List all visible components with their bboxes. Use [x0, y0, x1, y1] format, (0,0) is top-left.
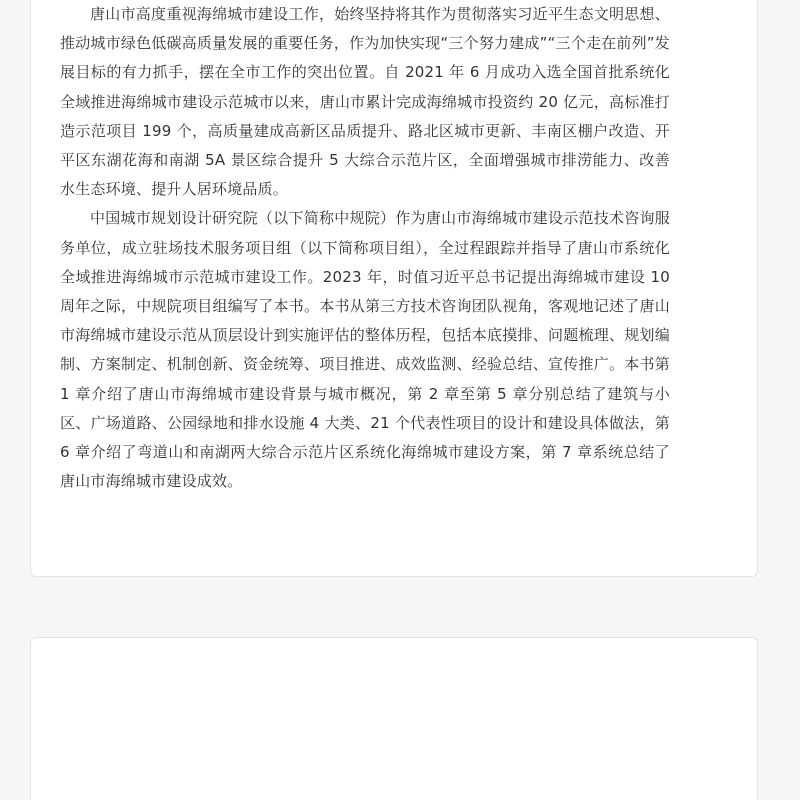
article-body — [60, 0, 670, 496]
next-card — [30, 637, 758, 800]
paragraph-2: 中国城市规划设计研究院（以下简称中规院）作为唐山市海绵城市建设示范技术咨询服务单位，成立驻场技术服务项目组（以下简称项目组），全过程跟踪并指导了唐山市系统化全域推进海绵城市示范城市建设工作。2023 年，时值习近平总书记提出海绵城市建设 10 周年之际，中规院项目组编写了本书。本书从第三方技术咨询团队视角，客观地记述了唐山市海绵城市建设示范从顶层设计到实施评估的整体历程，包括本底摸排、问题梳理、规划编制、方案制定、机制创新、资金统筹、项目推进、成效监测、经验总结、宣传推广。本书第 1 章介绍了唐山市海绵城市建设背景与城市概况，第 2 章至第 5 章分别总结了建筑与小区、广场道路、公园绿地和排水设施 4 大类、21 个代表性项目的设计和建设具体做法，第 6 章介绍了弯道山和南湖两大综合示范片区系统化海绵城市建设方案，第 7 章系统总结了唐山市海绵城市建设成效。 — [60, 209, 670, 491]
paragraph-1: 唐山市高度重视海绵城市建设工作，始终坚持将其作为贯彻落实习近平生态文明思想、推动城市绿色低碳高质量发展的重要任务，作为加快实现“三个努力建成”“三个走在前列”发展目标的有力抓手，摆在全市工作的突出位置。自 2021 年 6 月成功入选全国首批系统化全域推进海绵城市建设示范城市以来，唐山市累计完成海绵城市投资约 20 亿元，高标准打造示范项目 199 个，高质量建成高新区品质提升、路北区城市更新、丰南区棚户改造、开平区东湖花海和南湖 5A 景区综合提升 5 大综合示范片区，全面增强城市排涝能力、改善水生态环境、提升人居环境品质。 — [60, 5, 670, 199]
